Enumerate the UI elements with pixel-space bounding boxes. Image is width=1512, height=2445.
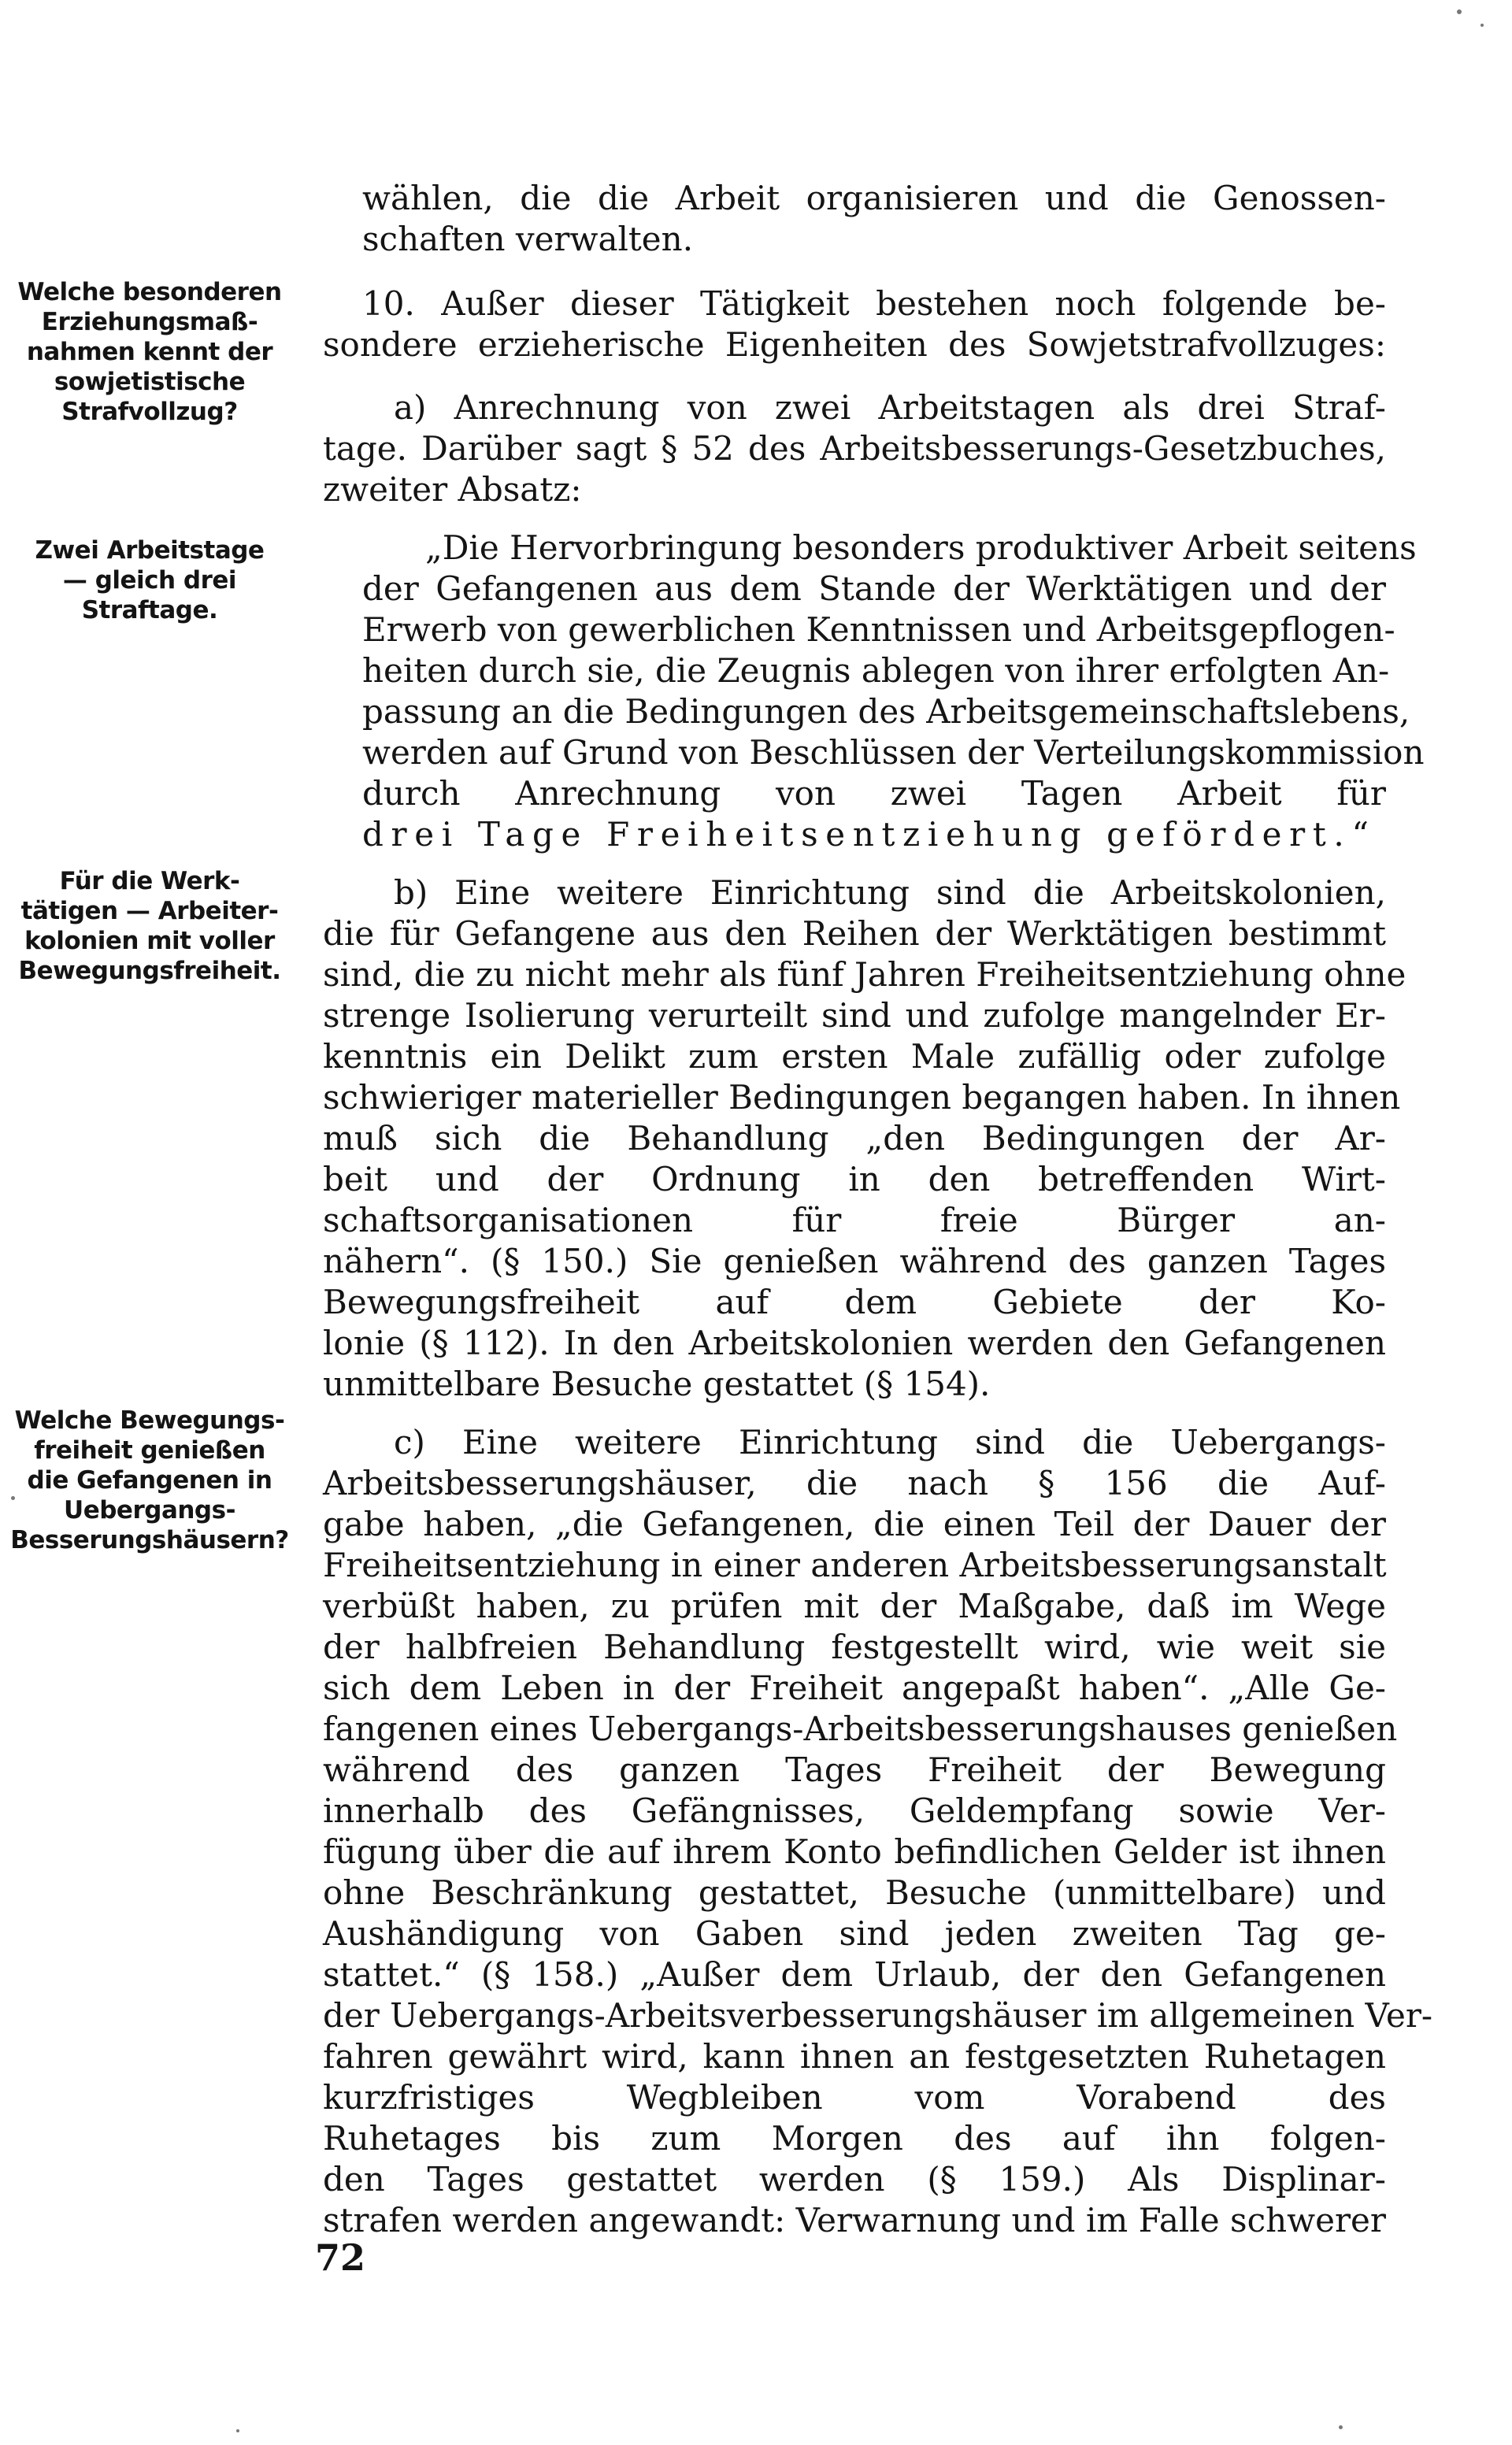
text-line: gabe haben, „die Gefangenen, die einen Teil der Dauer der [323, 1505, 1386, 1543]
text-line: 10. Außer dieser Tätigkeit bestehen noch folgende be- [362, 284, 1386, 323]
text-line: der halbfreien Behandlung festgestellt wird, wie weit sie [323, 1628, 1386, 1666]
margin-note-line: tätigen — Arbeiter- [20, 897, 279, 925]
text-line: „Die Hervorbringung besonders produktiver Arbeit seitens [425, 528, 1417, 567]
text-line: durch Anrechnung von zwei Tagen Arbeit für [362, 774, 1386, 813]
text-line: der Gefangenen aus dem Stande der Werktätigen und der [362, 569, 1386, 608]
text-line: sondere erzieherische Eigenheiten des Sowjetstrafvollzuges: [323, 325, 1386, 364]
text-line: heiten durch sie, die Zeugnis ablegen von ihrer erfolgten An- [362, 651, 1390, 690]
text-line: schwieriger materieller Bedingungen begangen haben. In ihnen [323, 1078, 1401, 1117]
text-line: kenntnis ein Delikt zum ersten Male zufällig oder zufolge [323, 1037, 1386, 1076]
text-line: tage. Darüber sagt § 52 des Arbeitsbesserungs-Gesetzbuches, [323, 429, 1386, 468]
text-line: a) Anrechnung von zwei Arbeitstagen als drei Straf- [394, 388, 1386, 427]
text-line: fahren gewährt wird, kann ihnen an festgesetzten Ruhetagen [323, 2037, 1386, 2076]
margin-note-line: Zwei Arbeitstage [35, 536, 265, 565]
text-line: Erwerb von gewerblichen Kenntnissen und Arbeitsgepflogen- [362, 610, 1395, 649]
margin-note-line: Für die Werk- [59, 867, 240, 895]
text-line: strenge Isolierung verurteilt sind und zufolge mangelnder Er- [323, 996, 1386, 1035]
text-line: nähern“. (§ 150.) Sie genießen während des ganzen Tages [323, 1242, 1386, 1280]
text-line: die für Gefangene aus den Reihen der Werktätigen bestimmt [323, 914, 1386, 953]
margin-note-line: nahmen kennt der [26, 338, 273, 366]
margin-note-line: Bewegungsfreiheit. [18, 957, 281, 985]
margin-note [8, 277, 291, 427]
scan-speck [1480, 24, 1484, 27]
text-line: sind, die zu nicht mehr als fünf Jahren Freiheitsentziehung ohne [323, 955, 1406, 994]
scan-speck [236, 2429, 239, 2432]
scan-speck [11, 1496, 15, 1500]
text-line: unmittelbare Besuche gestattet (§ 154). [323, 1365, 991, 1403]
text-line: während des ganzen Tages Freiheit der Bewegung [323, 1750, 1386, 1789]
margin-note-line: Straftage. [81, 596, 218, 624]
text-line: verbüßt haben, zu prüfen mit der Maßgabe, daß im Wege [323, 1587, 1386, 1625]
text-line: den Tages gestattet werden (§ 159.) Als Displinar- [323, 2160, 1386, 2199]
text-line: Arbeitsbesserungshäuser, die nach § 156 die Auf- [323, 1464, 1386, 1502]
margin-note [8, 866, 291, 986]
text-line: Freiheitsentziehung in einer anderen Arbeitsbesserungsanstalt [323, 1546, 1387, 1584]
text-line: schaften verwalten. [362, 220, 694, 258]
margin-note-line: die Gefangenen in [27, 1466, 272, 1495]
margin-note-line: Strafvollzug? [61, 398, 238, 426]
text-line: fangenen eines Uebergangs-Arbeitsbesserungshauses genießen [323, 1710, 1398, 1748]
text-line: beit und der Ordnung in den betreffenden Wirt- [323, 1160, 1386, 1198]
text-line: der Uebergangs-Arbeitsverbesserungshäuser im allgemeinen Ver- [323, 1996, 1433, 2035]
scan-speck [1339, 2425, 1343, 2429]
text-line: lonie (§ 112). In den Arbeitskolonien werden den Gefangenen [323, 1324, 1386, 1362]
margin-note [8, 535, 291, 625]
text-line: stattet.“ (§ 158.) „Außer dem Urlaub, der den Gefangenen [323, 1955, 1386, 1994]
margin-note-line: Uebergangs- [64, 1496, 235, 1524]
margin-note-line: — gleich drei [62, 566, 237, 595]
text-line: Ruhetages bis zum Morgen des auf ihn folgen- [323, 2119, 1386, 2158]
text-line: schaftsorganisationen für freie Bürger an- [323, 1201, 1386, 1239]
margin-note-line: freiheit genießen [34, 1436, 265, 1465]
margin-note-line: Welche besonderen [17, 278, 282, 306]
text-line: zweiter Absatz: [323, 470, 582, 509]
text-line: fügung über die auf ihrem Konto befindlichen Gelder ist ihnen [323, 1832, 1386, 1871]
text-line: passung an die Bedingungen des Arbeitsgemeinschaftslebens, [362, 692, 1410, 731]
text-line: Aushändigung von Gaben sind jeden zweiten Tag ge- [323, 1914, 1386, 1953]
margin-note-line: sowjetistische [54, 368, 246, 396]
text-line: c) Eine weitere Einrichtung sind die Uebergangs- [394, 1423, 1386, 1461]
text-line: muß sich die Behandlung „den Bedingungen der Ar- [323, 1119, 1386, 1158]
text-line: ohne Beschränkung gestattet, Besuche (unmittelbare) und [323, 1873, 1386, 1912]
text-line: Bewegungsfreiheit auf dem Gebiete der Ko- [323, 1283, 1386, 1321]
text-line: drei Tage Freiheitsentziehung gefördert.“ [362, 815, 1377, 854]
text-line: wählen, die die Arbeit organisieren und die Genossen- [362, 179, 1386, 217]
text-line: sich dem Leben in der Freiheit angepaßt haben“. „Alle Ge- [323, 1669, 1386, 1707]
page-number: 72 [315, 2236, 366, 2279]
margin-note [8, 1406, 291, 1555]
margin-note-line: kolonien mit voller [24, 927, 275, 955]
margin-note-line: Besserungshäusern? [10, 1526, 289, 1554]
text-line: innerhalb des Gefängnisses, Geldempfang sowie Ver- [323, 1791, 1386, 1830]
text-line: werden auf Grund von Beschlüssen der Verteilungskommission [362, 733, 1425, 772]
text-line: b) Eine weitere Einrichtung sind die Arbeitskolonien, [394, 873, 1386, 912]
scan-speck [1457, 9, 1462, 14]
text-line: kurzfristiges Wegbleiben vom Vorabend des [323, 2078, 1386, 2117]
margin-note-line: Erziehungsmaß- [41, 308, 258, 336]
margin-note-line: Welche Bewegungs- [14, 1406, 285, 1435]
text-line: strafen werden angewandt: Verwarnung und im Falle schwerer [323, 2201, 1386, 2239]
